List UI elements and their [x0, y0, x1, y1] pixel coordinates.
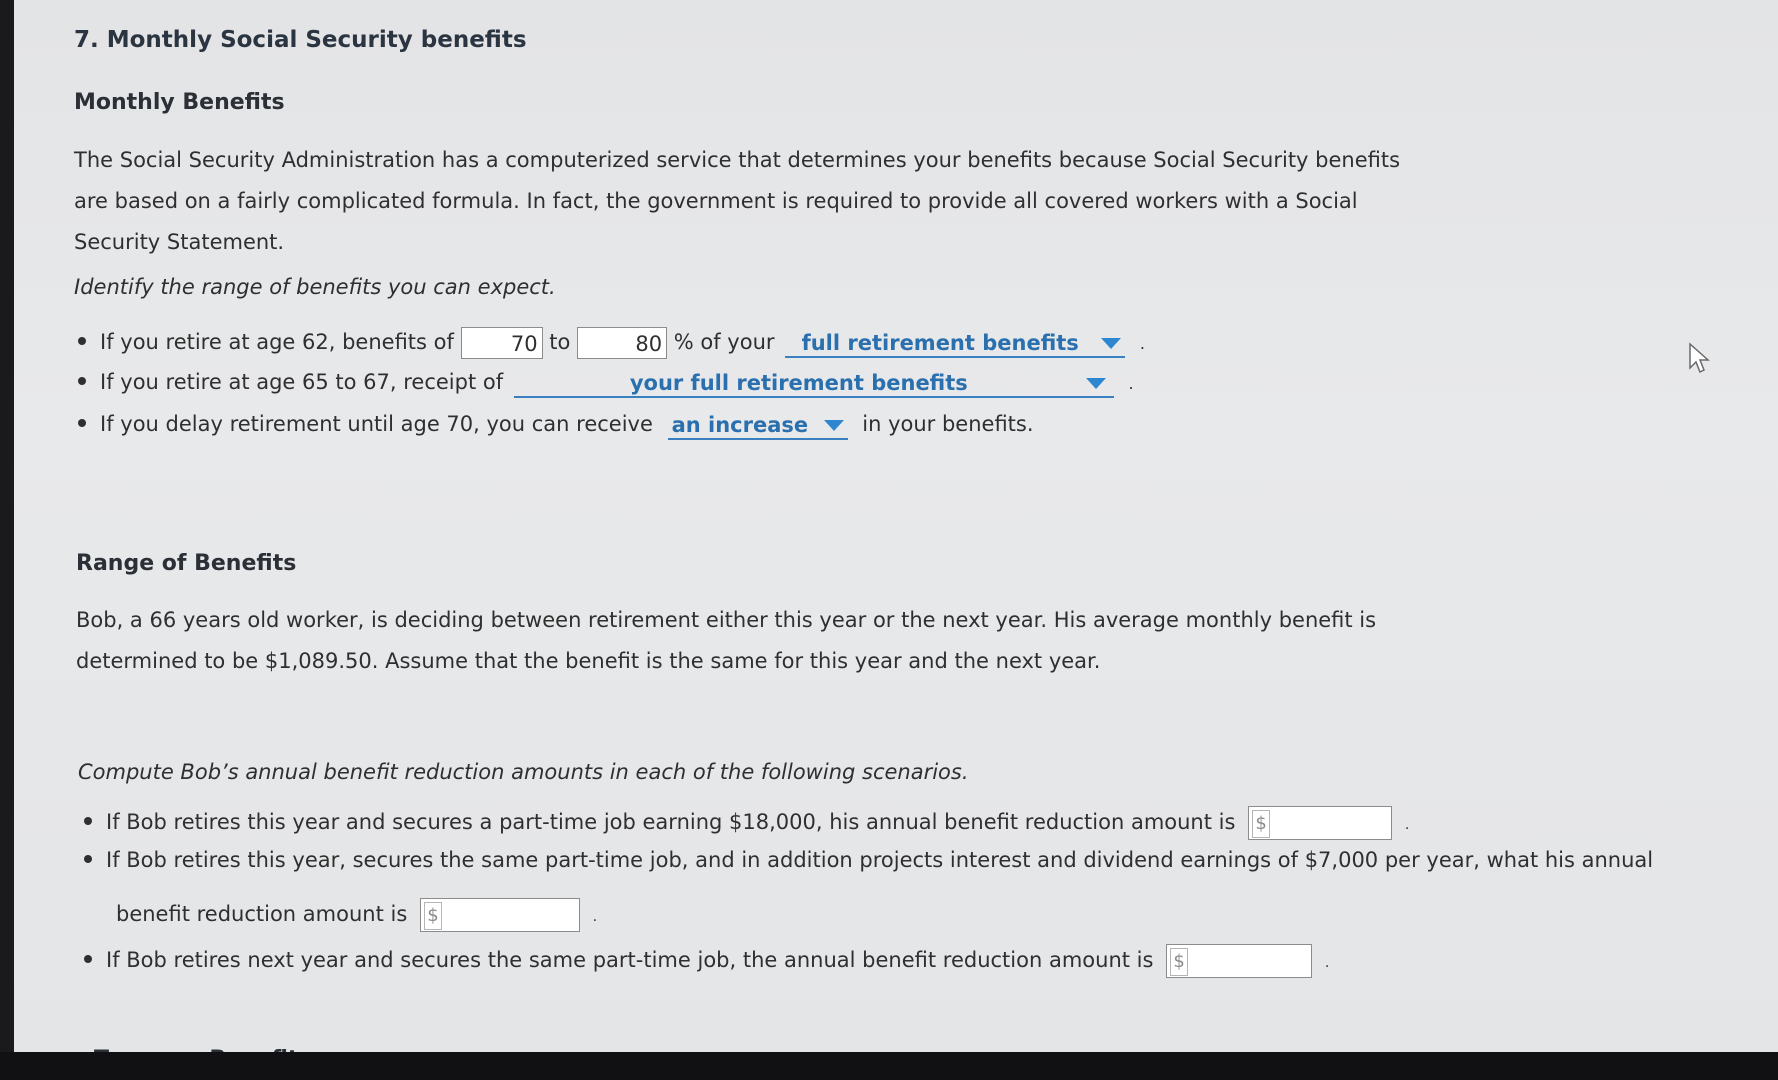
bullet-age-70 [78, 410, 1034, 440]
range-prompt: Identify the range of benefits you can expect. [74, 275, 556, 299]
age-65-benefit-select[interactable] [514, 368, 1114, 398]
bullet-dot [78, 419, 86, 427]
section-title: 7. Monthly Social Security benefits [74, 27, 527, 53]
bullet-70-suffix: in your benefits. [862, 412, 1034, 436]
period: . [592, 909, 598, 925]
bullet-age-62 [78, 327, 1145, 359]
page-screen [14, 0, 1778, 1058]
compute-prompt: Compute Bob’s annual benefit reduction amounts in each of the following scenarios. [78, 760, 969, 784]
bullet-dot [78, 337, 86, 345]
range-of-benefits-heading: Range of Benefits [76, 551, 297, 576]
age-62-benefit-select[interactable] [785, 328, 1125, 358]
mouse-pointer-icon [1688, 342, 1712, 374]
scenario-2-text-line1: If Bob retires this year, secures the same part-time job, and in addition projects interest and dividend earnings of $7,000 per year, what his annual [106, 848, 1654, 872]
triangle-down-icon [824, 420, 844, 431]
triangle-down-icon [1086, 378, 1106, 389]
low-percent-input[interactable]: 70 [461, 327, 543, 359]
bullet-dot [78, 377, 86, 385]
scenario-1-amount-input[interactable] [1248, 806, 1392, 840]
scenario-2 [84, 848, 1653, 872]
age-65-select-value: your full retirement benefits [629, 371, 968, 395]
scenario-3 [84, 944, 1329, 978]
age-70-benefit-select[interactable] [668, 410, 848, 440]
bullet-dot [84, 817, 92, 825]
scenario-2-amount-input[interactable] [420, 898, 580, 932]
period: . [1404, 817, 1410, 833]
screen-bezel [0, 1052, 1778, 1080]
age-70-select-value: an increase [671, 413, 809, 437]
range-paragraph: Bob, a 66 years old worker, is deciding between retirement either this year or the next year. His average monthly benefit is determined to be $1,089.50. Assume that the benefit is the same for this year and the next year. [76, 608, 1377, 673]
percent-of-your-label: % of your [673, 330, 775, 354]
scenario-3-text: If Bob retires next year and secures the same part-time job, the annual benefit reduction amount is [106, 948, 1154, 972]
period: . [1139, 334, 1145, 353]
bullet-dot [84, 855, 92, 863]
period: . [1324, 955, 1330, 971]
period: . [1128, 374, 1134, 393]
high-percent-input[interactable]: 80 [577, 327, 667, 359]
bullet-65-text: If you retire at age 65 to 67, receipt of [100, 370, 504, 394]
scenario-1 [84, 806, 1409, 840]
dollar-sign: $ [1170, 948, 1188, 976]
monthly-benefits-heading: Monthly Benefits [74, 90, 285, 115]
dollar-sign: $ [1252, 810, 1270, 838]
scenario-3-amount-input[interactable] [1166, 944, 1312, 978]
monthly-benefits-paragraph: The Social Security Administration has a computerized service that determines your benefits because Social Security benefits are based on a fairly complicated formula. In fact, the government is required to provide all covered workers with a Social Security Statement. [74, 148, 1401, 254]
scenario-2-text-line2: benefit reduction amount is [116, 902, 408, 926]
to-label: to [549, 330, 571, 354]
bullet-age-65-67 [78, 368, 1134, 398]
triangle-down-icon [1101, 338, 1121, 349]
age-62-select-value: full retirement benefits [801, 331, 1079, 355]
scenario-1-text: If Bob retires this year and secures a part-time job earning $18,000, his annual benefit reduction amount is [106, 810, 1236, 834]
bullet-70-text: If you delay retirement until age 70, you can receive [100, 412, 653, 436]
bullet-62-text: If you retire at age 62, benefits of [100, 330, 454, 354]
bullet-dot [84, 955, 92, 963]
scenario-2-line2 [116, 898, 597, 932]
dollar-sign: $ [424, 902, 442, 930]
